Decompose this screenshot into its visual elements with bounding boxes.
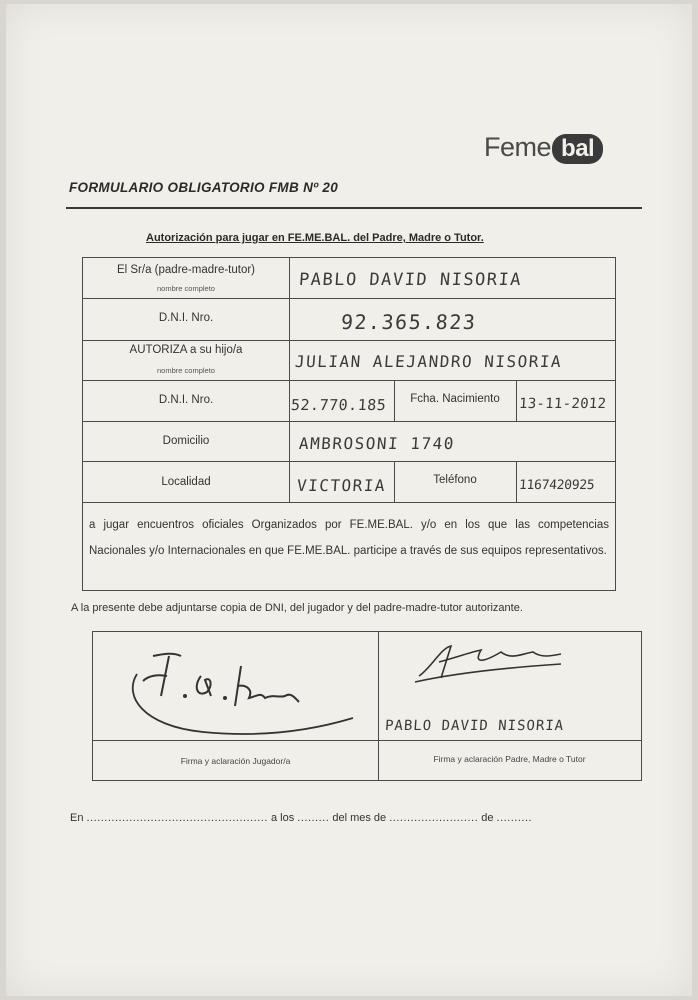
row-divider xyxy=(83,298,615,299)
year-field[interactable]: .......... xyxy=(496,812,533,824)
child-dni-label: D.N.I. Nro. xyxy=(158,394,214,406)
column-divider xyxy=(516,380,517,421)
logo-text: Feme xyxy=(484,132,552,162)
attachment-note: A la presente debe adjuntarse copia de DNI, del jugador y del padre-madre-tutor autorizante. xyxy=(71,602,523,614)
day-field[interactable]: ......... xyxy=(297,812,330,824)
child-dni-field[interactable]: 52.770.185 xyxy=(290,396,387,414)
parent-name-field[interactable]: PABLO DAVID NISORIA xyxy=(298,270,523,290)
parent-name-hint: nombre completo xyxy=(157,284,215,293)
authorization-paragraph: a jugar encuentros oficiales Organizados por FE.ME.BAL. y/o en los que las competencias Nacionales y/o Internacionales en que FE.ME.BAL. participe a través de sus equipos representativos. xyxy=(89,519,609,557)
parent-label: El Sr/a (padre-madre-tutor) xyxy=(116,264,256,276)
row-divider xyxy=(83,421,615,422)
authorization-table xyxy=(82,257,616,591)
city-field[interactable]: VICTORIA xyxy=(296,476,387,495)
signature-box xyxy=(92,631,642,781)
address-field[interactable]: AMBROSONI 1740 xyxy=(298,434,456,453)
form-sheet xyxy=(6,4,692,996)
parent-signature-icon xyxy=(411,638,571,688)
de-label: de xyxy=(481,812,494,824)
row-divider xyxy=(83,380,615,381)
place-field[interactable]: ................................................... xyxy=(86,812,268,824)
row-divider xyxy=(83,340,615,341)
date-line xyxy=(70,812,532,824)
parent-clarification: PABLO DAVID NISORIA xyxy=(384,718,565,734)
parent-dni-label: D.N.I. Nro. xyxy=(158,312,214,324)
birth-date-label: Fcha. Nacimiento xyxy=(410,393,500,405)
phone-label: Teléfono xyxy=(433,474,477,486)
player-signature-icon xyxy=(123,646,373,746)
city-label: Localidad xyxy=(161,476,211,488)
row-divider xyxy=(83,502,615,503)
column-divider xyxy=(289,258,290,502)
column-divider xyxy=(516,461,517,502)
logo-badge: bal xyxy=(552,134,603,164)
a-los-label: a los xyxy=(270,812,295,824)
femebal-logo xyxy=(484,132,603,164)
month-field[interactable]: ......................... xyxy=(389,812,479,824)
form-subtitle: Autorización para jugar en FE.ME.BAL. del Padre, Madre o Tutor. xyxy=(146,232,484,244)
parent-dni-field[interactable]: 92.365.823 xyxy=(340,310,478,334)
en-label: En xyxy=(70,812,84,824)
address-label: Domicilio xyxy=(162,435,210,447)
child-name-hint: nombre completo xyxy=(157,366,215,375)
phone-field[interactable]: 1167420925 xyxy=(518,478,595,493)
form-title: FORMULARIO OBLIGATORIO FMB Nº 20 xyxy=(69,180,339,195)
del-mes-label: del mes de xyxy=(332,812,387,824)
parent-signature-caption: Firma y aclaración Padre, Madre o Tutor xyxy=(433,754,586,764)
row-divider xyxy=(83,461,615,462)
title-divider xyxy=(66,207,642,209)
authorizes-label: AUTORIZA a su hijo/a xyxy=(129,344,243,356)
birth-date-field[interactable]: 13-11-2012 xyxy=(518,396,607,412)
child-name-field[interactable]: JULIAN ALEJANDRO NISORIA xyxy=(294,352,563,371)
player-signature-caption: Firma y aclaración Jugador/a xyxy=(180,756,291,766)
